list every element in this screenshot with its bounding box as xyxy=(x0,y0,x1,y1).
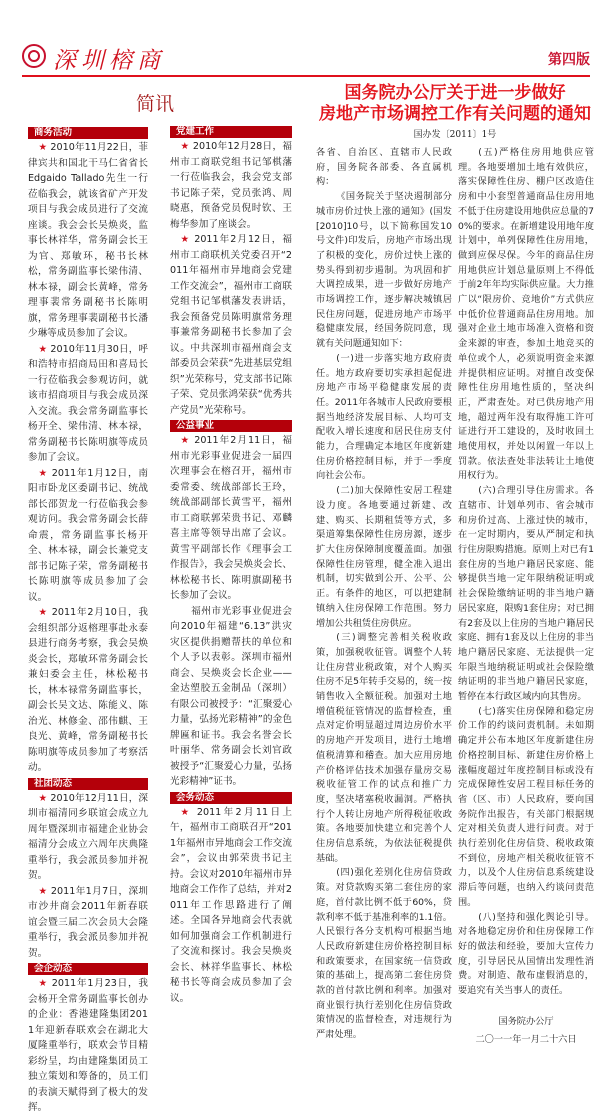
news-text: 福州市光彩事业促进会向2010年福建“6.13”洪灾灾区提供捐赠帮扶的单位和个人予以表彰。深圳市福州商会、吴焕炎会长企业——金达塑胶五金制品（深圳）有限公司被授予：“汇聚爱心力量，弘扬光彩精神”的金色牌匾和证书。我会名誉会长叶丽华、常务副会长刘官政被授予“汇聚爱心力量，弘扬光彩精神”证书。 xyxy=(170,605,292,787)
brand-name: 深圳榕商 xyxy=(53,48,165,74)
star-icon: ★ xyxy=(38,978,52,989)
section-header: 公益事业 xyxy=(170,420,292,432)
star-icon: ★ xyxy=(180,806,197,818)
news-text: 2011年1月23日，我会杨开全常务副监事长创办的企业：香港建隆集团2011年迎新春联欢会在湖北大厦隆重举行，联欢会节目精彩纷呈，均由建隆集团员工独立策划和筹备的，员工们的表演天赋得到了极大的发挥。 xyxy=(28,978,148,1113)
article-paragraph: 《国务院关于坚决遏制部分城市房价过快上涨的通知》(国发[2010]10号，以下简称国发10号文件)印发后，房地产市场出现了积极的变化，房价过快上涨的势头得到初步遏制。为巩固和扩大调控成果，进一步做好房地产市场调控工作，逐步解决城镇居民住房问题，促进房地产市场平稳健康发展，经国务院同意，现就有关问题通知如下： xyxy=(316,191,452,350)
section-header: 商务活动 xyxy=(28,127,148,139)
star-icon: ★ xyxy=(180,234,195,245)
briefs-column-1 xyxy=(28,125,148,1116)
news-item xyxy=(28,605,148,776)
article xyxy=(316,83,594,1048)
news-item xyxy=(28,884,148,962)
article-paragraph: (四)强化差别化住房信贷政策。对贷款购买第二套住房的家庭，首付款比例不低于60%，贷款利率不低于基准利率的1.1倍。人民银行各分支机构可根据当地人民政府新建住房价格控制目标和政策要求，在国家统一信贷政策的基础上，提高第二套住房贷款的首付款比例和利率。加强对商业银行执行差别化住房信贷政策情况的监督检查，对违规行为严肃处理。 xyxy=(316,867,452,1041)
section-header: 社团动态 xyxy=(28,778,148,790)
news-text: 2010年11月30日，呼和浩特市招商局田和喜局长一行莅临我会参观访问，就该市招商项目与我会成员深入交流。我会常务副监事长杨开全、梁伟清、林本禄，常务副秘书长陈明旗等成员参加了会议。 xyxy=(28,343,148,463)
star-icon: ★ xyxy=(38,607,52,618)
star-icon: ★ xyxy=(38,885,51,897)
article-paragraph: (七)落实住房保障和稳定房价工作的约谈问责机制。未如期确定并公布本地区年度新建住房价格控制目标、新建住房价格上涨幅度超过年度控制目标或没有完成保障性安居工程目标任务的省（区、市）人民政府，要向国务院作出报告，有关部门根据规定对相关负责人进行问责。对于执行差别化住房信贷、税收政策不到位，房地产相关税收征管不力，以及个人住房信息系统建设滞后等问题，也纳入约谈问责范围。 xyxy=(458,705,594,908)
edition-label: 第四版 xyxy=(548,52,590,68)
briefs-title: 简讯 xyxy=(135,93,174,115)
section-header: 党建工作 xyxy=(170,126,292,138)
star-icon: ★ xyxy=(38,792,51,804)
news-text: 2010年11月22日，菲律宾共和国北干马仁省省长Edgaido Tallado先生一行莅临我会，就该省矿产开发项目与我会成员进行了交流座谈。我会会长吴焕炎，监事长林祥华，常务副会长王为官、郑敏环，秘书长林松，常务副监事长梁伟清、林本禄，副会长黄峰，常务理事裴常务副秘书长陈明旗，常务理事裴副秘书长潘少琳等成员参加了会议。 xyxy=(28,142,148,339)
news-item xyxy=(28,791,148,884)
article-paragraph: (五)严格住房用地供应管理。各地要增加土地有效供应，落实保障性住房、棚户区改造住房和中小套型普通商品住房用地不低于住房建设用地供应总量的70%的要求。在新增建设用地年度计划中，单列保障性住房用地，做到应保尽保。今年的商品住房用地供应计划总量原则上不得低于前2年年均实际供应量。大力推广以“限房价、竞地价”方式供应中低价位普通商品住房用地。加强对企业土地市场准入资格和资金来源的审查，参加土地竞买的单位或个人，必须说明资金来源并提供相应证明。对擅自改变保障性住房用地性质的，坚决纠正，严肃查处。对已供房地产用地，超过两年没有取得施工许可证进行开工建设的，及时收回土地使用权，并处以闲置一年以上罚款。依法查处非法转让土地使用权行为。 xyxy=(458,147,594,482)
news-item xyxy=(170,604,292,790)
article-paragraph: (二)加大保障性安居工程建设力度。各地要通过新建、改建、购买、长期租赁等方式，多渠道筹集保障性住房房源，逐步扩大住房保障制度覆盖面。加强保障性住房管理，健全准入退出机制，切实做到公开、公平、公正。有条件的地区，可以把建制镇纳入住房保障工作范围。努力增加公共租赁住房供应。 xyxy=(316,485,452,629)
news-item xyxy=(170,805,292,1007)
news-text: 2011年2月10日，我会组织部分返榕理事赴永泰县进行商务考察，我会吴焕炎会长，郑敏环常务副会长兼妇委会主任，林松秘书长，林本禄常务副监事长，副会长吴文达、陈能义、陈治光、林修金、邵伟麒、王良光、黄峰，常务副秘书长陈明旗等成员参加了考察活动。 xyxy=(28,607,148,773)
news-item xyxy=(170,433,292,604)
news-item xyxy=(170,139,292,232)
section-header: 会务动态 xyxy=(170,792,292,804)
news-item xyxy=(28,466,148,606)
star-icon: ★ xyxy=(38,142,51,153)
news-text: 2011年1月7日，深圳市沙井商会2011年新春联谊会暨三届二次会员大会隆重举行，我会派员参加并祝贺。 xyxy=(28,885,148,959)
news-text: 2011年2月11日上午，福州市工商联召开“2011年福州市异地商会工作交流会”，会议由郭荣贵书记主持。会议对2010年福州市异地商会工作作了总结，并对2011年工作思路进行了阐述。全国各异地商会代表就如何加强商会工作机制进行了交流和探讨。我会吴焕炎会长、林祥华监事长、林松秘书长等商会成员参加了会议。 xyxy=(170,806,292,1004)
article-paragraph: (一)进一步落实地方政府责任。地方政府要切实承担起促进房地产市场平稳健康发展的责任。2011年各城市人民政府要根据当地经济发展目标、人均可支配收入增长速度和居民住房支付能力，合理确定本地区年度新建住房价格控制目标，并于一季度向社会公布。 xyxy=(316,352,452,482)
news-item xyxy=(28,342,148,466)
header-divider xyxy=(22,75,590,77)
article-title xyxy=(316,83,594,125)
article-title-line-1: 国务院办公厅关于进一步做好 xyxy=(344,83,566,103)
star-icon: ★ xyxy=(38,467,52,479)
article-paragraph: 各省、自治区、直辖市人民政府，国务院各部委、各直属机构： xyxy=(316,147,452,188)
article-title-line-2: 房地产市场调控工作有关问题的通知 xyxy=(319,104,591,124)
news-item xyxy=(28,976,148,1116)
star-icon: ★ xyxy=(180,435,195,446)
article-body xyxy=(316,146,594,1048)
star-icon: ★ xyxy=(180,141,193,152)
article-paragraph: (八)坚持和强化舆论引导。对各地稳定房价和住房保障工作好的做法和经验，要加大宣传力度，引导居民从国情出发理性消费。对制造、散布虚假消息的，要追究有关当事人的责任。 xyxy=(458,911,594,997)
article-date: 二〇一一年一月二十六日 xyxy=(475,1034,577,1046)
news-text: 2011年2月11日，福州市光彩事业促进会一届四次理事会在榕召开，福州市委常委、统战部部长王玲，统战部副部长黄雪平，福州市工商联郭荣贵书记、邓麟喜主席等领导出席了会议。黄雪平副部长作《理事会工作报告》，我会吴焕炎会长、林松秘书长、陈明旗副秘书长参加了会议。 xyxy=(170,435,292,601)
article-paragraph: (六)合理引导住房需求。各直辖市、计划单列市、省会城市和房价过高、上涨过快的城市，在一定时期内，要从严制定和执行住房限购措施。原则上对已有1套住房的当地户籍居民家庭、能够提供当地一定年限纳税证明或社会保险缴纳证明的非当地户籍居民家庭，限购1套住房；对已拥有2套及以上住房的当地户籍居民家庭、拥有1套及以上住房的非当地户籍居民家庭、无法提供一定年限当地纳税证明或社会保险缴纳证明的非当地户籍居民家庭，暂停在本行政区域内向其售房。 xyxy=(458,485,594,703)
news-text: 2011年2月12日，福州市工商联机关党委召开“2011年福州市异地商会党建工作交流会”，福州市工商联党组书记邹棋藩发表讲话，我会预备党员陈明旗常务理事兼常务副秘书长参加了会议。中共深圳市福州商会支部委员会荣获“先进基层党组织”光荣称号，党支部书记陈子荣、党员张鸿荣获“优秀共产党员”光荣称号。 xyxy=(170,234,292,416)
news-text: 2010年12月28日，福州市工商联党组书记邹棋藩一行莅临我会，我会党支部书记陈子荣，党员张鸿、周晓惠，预备党员倪时钦、王梅华参加了座谈会。 xyxy=(170,141,292,230)
briefs-column-2 xyxy=(170,124,292,1006)
logo-icon xyxy=(22,44,46,68)
news-item xyxy=(170,232,292,418)
news-text: 2010年12月11日，深圳市福清同乡联谊会成立九周年暨深圳市福建企业协会福清分会成立六周年庆典隆重举行，我会派员参加并祝贺。 xyxy=(28,792,148,881)
document-number: 国办发〔2011〕1号 xyxy=(413,130,497,140)
news-text: 2011年1月12日，南阳市卧龙区委副书记、统战部长邵贺龙一行莅临我会参观访问。我会常务副会长薛命震，常务副监事长杨开全、林本禄，副会长兼党支部书记陈子荣，常务副秘书长陈明旗等成员参加了会议。 xyxy=(28,467,148,603)
article-paragraph: (三)调整完善相关税收政策，加强税收征管。调整个人转让住房营业税政策，对个人购买住房不足5年转手交易的，统一按销售收入全额征税。加强对土地增值税征管情况的监督检查，重点对定价明显超过周边房价水平的房地产开发项目，进行土地增值税清算和稽查。加大应用房地产价格评估技术加强存量房交易税收征管工作的试点和推广力度，坚决堵塞税收漏洞。严格执行个人转让房地产所得税征收政策。各地要加快建立和完善个人住房信息系统，为依法征税提供基础。 xyxy=(316,632,452,864)
star-icon: ★ xyxy=(38,343,51,355)
article-signature: 国务院办公厅 xyxy=(498,1015,554,1027)
section-header: 会企动态 xyxy=(28,963,148,975)
news-item xyxy=(28,140,148,342)
